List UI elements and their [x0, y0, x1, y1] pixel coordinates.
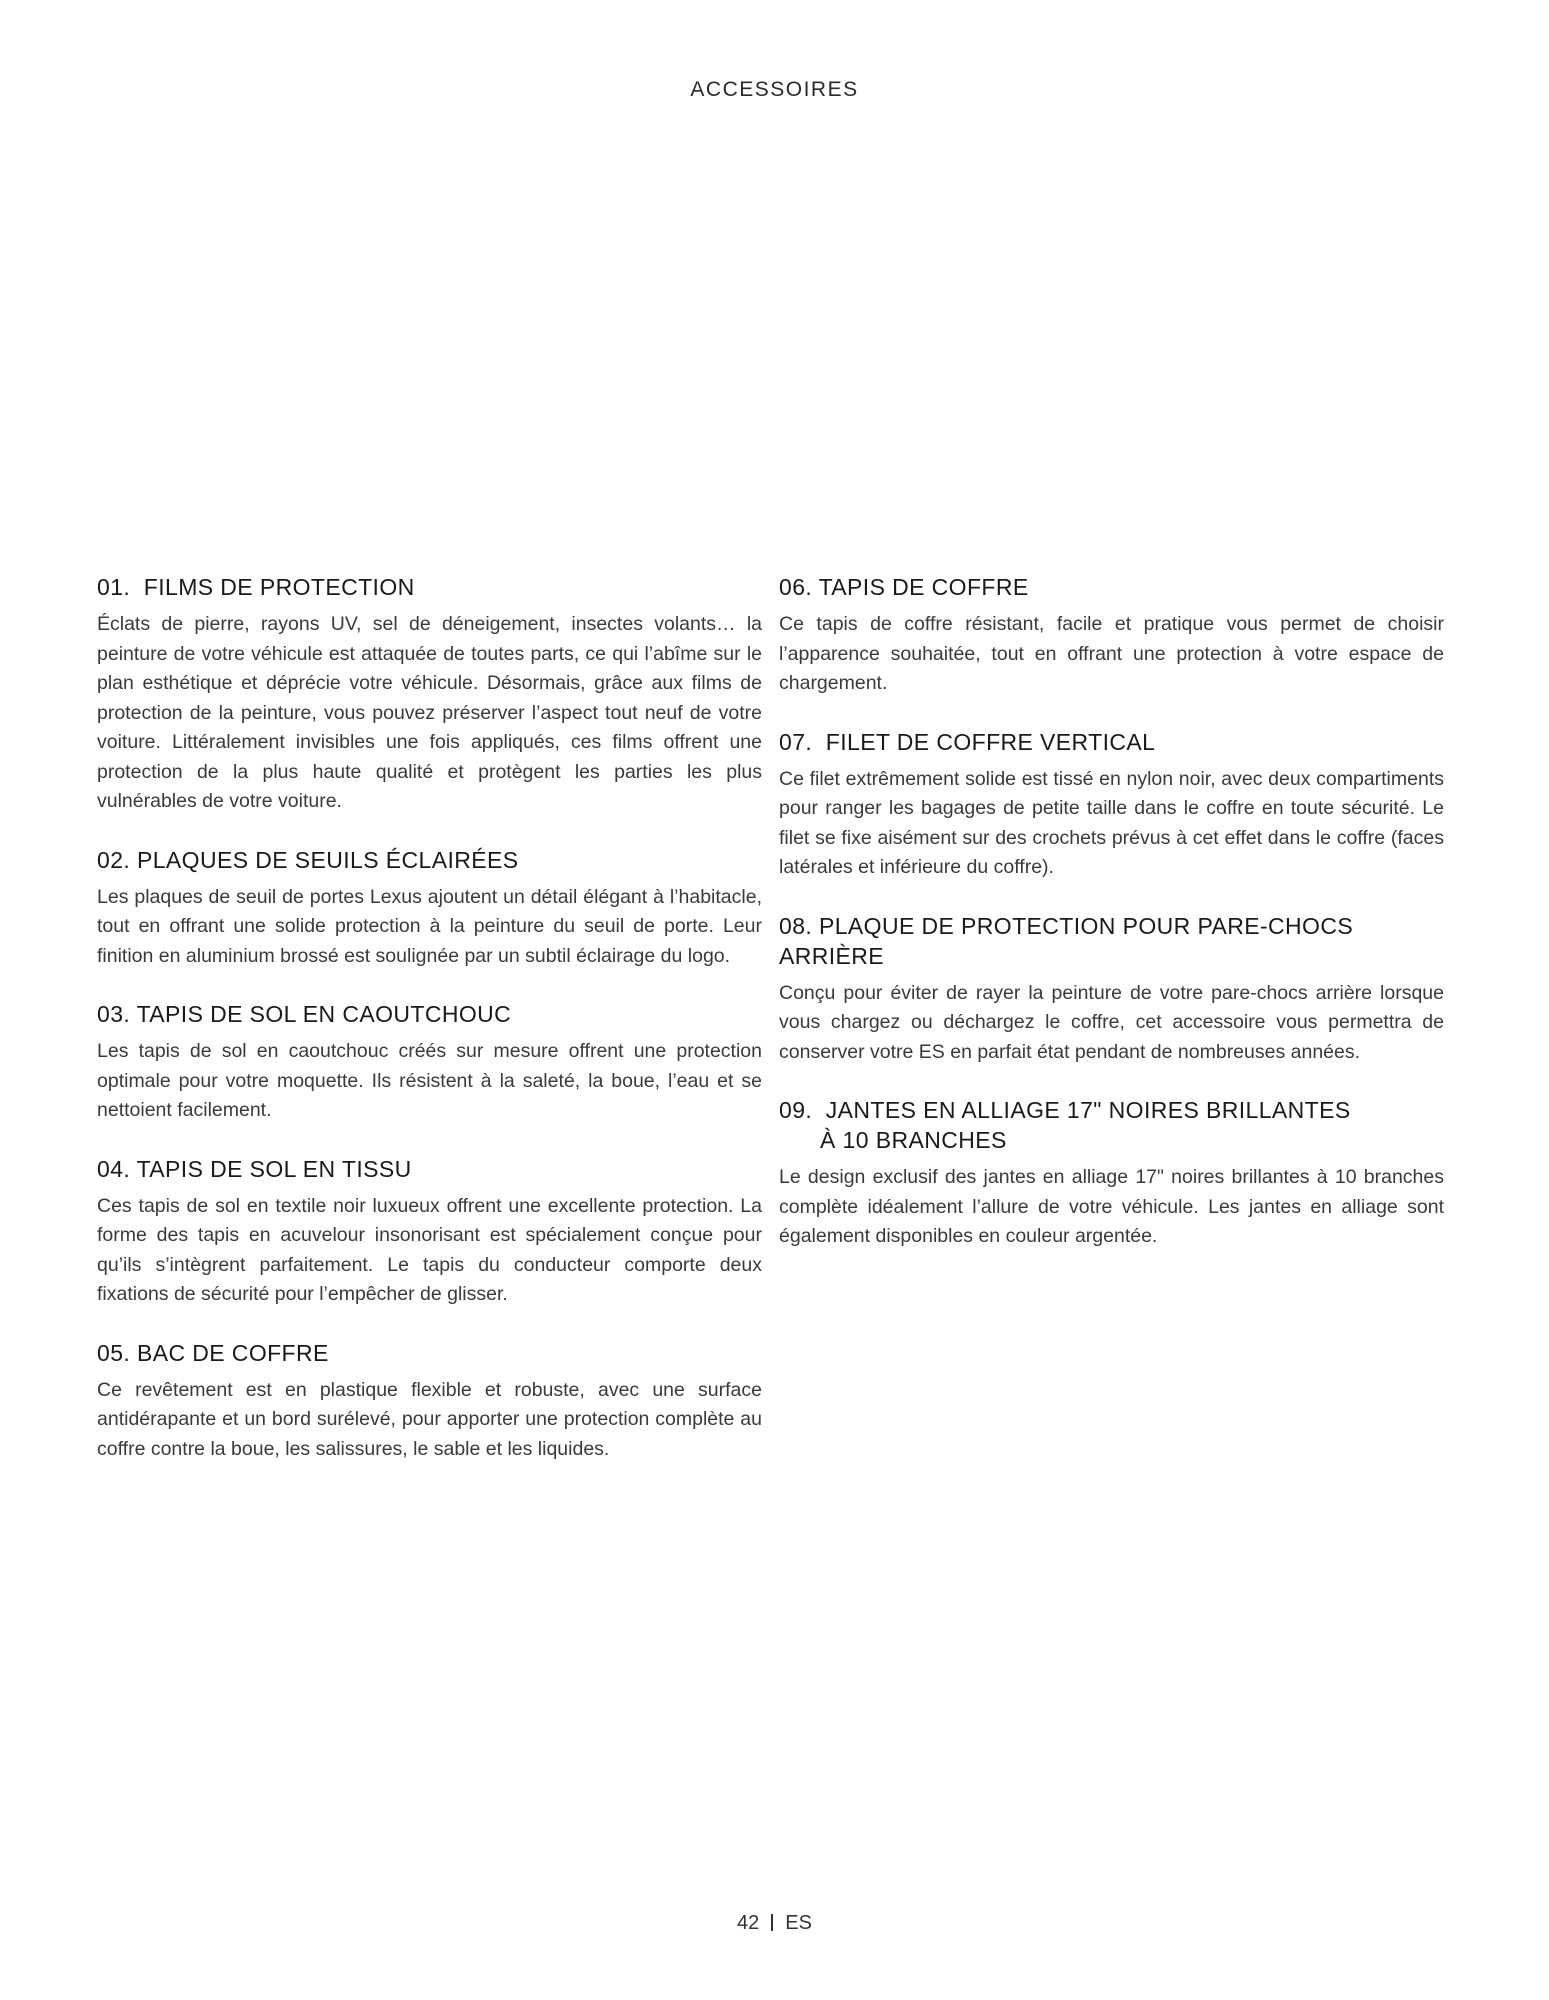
- section-heading: [779, 727, 1444, 757]
- footer-separator: [771, 1914, 773, 1931]
- section-number: 02.: [97, 846, 131, 873]
- section-heading: [97, 572, 762, 602]
- page-number: 42: [737, 1912, 760, 1934]
- section-body: Le design exclusif des jantes en alliage 17" noires brillantes à 10 branches complète idéalement l’allure de votre véhicule. Les jantes en alliage sont également disponibles en couleur argentée.: [779, 1166, 1444, 1247]
- section-number: 05.: [97, 1339, 131, 1366]
- running-head: ACCESSOIRES: [690, 78, 859, 101]
- section-title: TAPIS DE COFFRE: [818, 574, 1029, 600]
- section-heading: [779, 572, 1444, 602]
- section-title: PLAQUE DE PROTECTION POUR PARE-CHOCS ARRIÈRE: [779, 912, 1354, 969]
- section-body: Ce tapis de coffre résistant, facile et pratique vous permet de choisir l’apparence souhaitée, tout en offrant une protection à votre espace de chargement.: [779, 613, 1444, 694]
- section-title: BAC DE COFFRE: [136, 1339, 329, 1366]
- section-plaques-de-seuils: [97, 845, 762, 972]
- section-heading: [97, 999, 762, 1029]
- section-title: FILET DE COFFRE VERTICAL: [825, 728, 1156, 755]
- section-title: TAPIS DE SOL EN CAOUTCHOUC: [136, 1001, 512, 1027]
- section-body: Conçu pour éviter de rayer la peinture de votre pare-chocs arrière lorsque vous chargez ou déchargez le coffre, cet accessoire vous permettra de conserver votre ES en parfait état pendant de nombreuses années.: [779, 981, 1444, 1063]
- section-jantes-alliage: [779, 1095, 1444, 1252]
- section-title: JANTES EN ALLIAGE 17" NOIRES BRILLANTES: [825, 1097, 1351, 1123]
- section-tapis-de-coffre: [779, 572, 1444, 699]
- section-filet-de-coffre: [779, 727, 1444, 883]
- section-body: Les tapis de sol en caoutchouc créés sur mesure offrent une protection optimale pour votre moquette. Ils résistent à la saleté, la boue, l’eau et se nettoient facilement.: [97, 1040, 762, 1121]
- section-number: 08.: [779, 912, 813, 939]
- section-number: 04.: [97, 1155, 131, 1182]
- section-title: TAPIS DE SOL EN TISSU: [136, 1155, 412, 1182]
- section-films-de-protection: [97, 572, 762, 817]
- page-footer: [0, 1912, 1549, 1935]
- section-bac-de-coffre: [97, 1338, 762, 1465]
- section-heading: [779, 911, 1444, 971]
- section-title: PLAQUES DE SEUILS ÉCLAIRÉES: [136, 846, 519, 873]
- section-title-continuation: À 10 BRANCHES: [820, 1127, 1007, 1153]
- section-heading: [97, 1154, 762, 1184]
- model-name: ES: [785, 1912, 812, 1934]
- section-plaque-pare-chocs: [779, 911, 1444, 1068]
- section-number: 07.: [779, 728, 813, 755]
- section-tapis-tissu: [97, 1154, 762, 1310]
- section-number: 01.: [97, 574, 131, 600]
- section-heading: [97, 845, 762, 875]
- section-number: 09.: [779, 1097, 813, 1123]
- section-body: Éclats de pierre, rayons UV, sel de déneigement, insectes volants… la peinture de votre véhicule est attaquée de toutes parts, ce qui l’abîme sur le plan esthétique et déprécie votre véhicule. Désormais, grâce aux films de protection de la peinture, vous pouvez préserver l’aspect tout neuf de votre voiture. Littéralement invisibles une fois appliqués, ces films offrent une protection de la plus haute qualité et protègent les parties les plus vulnérables de votre voiture.: [97, 613, 762, 812]
- section-number: 03.: [97, 1001, 131, 1027]
- section-tapis-caoutchouc: [97, 999, 762, 1126]
- section-title: FILMS DE PROTECTION: [143, 574, 415, 600]
- section-heading: [779, 1095, 1444, 1155]
- section-body: Ce revêtement est en plastique flexible et robuste, avec une surface antidérapante et un bord surélevé, pour apporter une protection complète au coffre contre la boue, les salissures, le sable et les liquides.: [97, 1378, 762, 1460]
- right-column: [779, 572, 1444, 1280]
- left-column: [97, 572, 762, 1492]
- section-body: Ces tapis de sol en textile noir luxueux offrent une excellente protection. La forme des tapis en acuvelour insonorisant est spécialement conçue pour qu’ils s’intègrent parfaitement. Le tapis du conducteur comporte deux fixations de sécurité pour l’empêcher de glisser.: [97, 1194, 762, 1305]
- section-heading: [97, 1338, 762, 1368]
- section-body: Ce filet extrêmement solide est tissé en nylon noir, avec deux compartiments pour ranger les bagages de petite taille dans le coffre en toute sécurité. Le filet se fixe aisément sur des crochets prévus à cet effet dans le coffre (faces latérales et inférieure du coffre).: [779, 767, 1444, 878]
- section-number: 06.: [779, 574, 813, 600]
- section-body: Les plaques de seuil de portes Lexus ajoutent un détail élégant à l’habitacle, tout en offrant une solide protection à la peinture du seuil de porte. Leur finition en aluminium brossé est soulignée par un subtil éclairage du logo.: [97, 885, 762, 967]
